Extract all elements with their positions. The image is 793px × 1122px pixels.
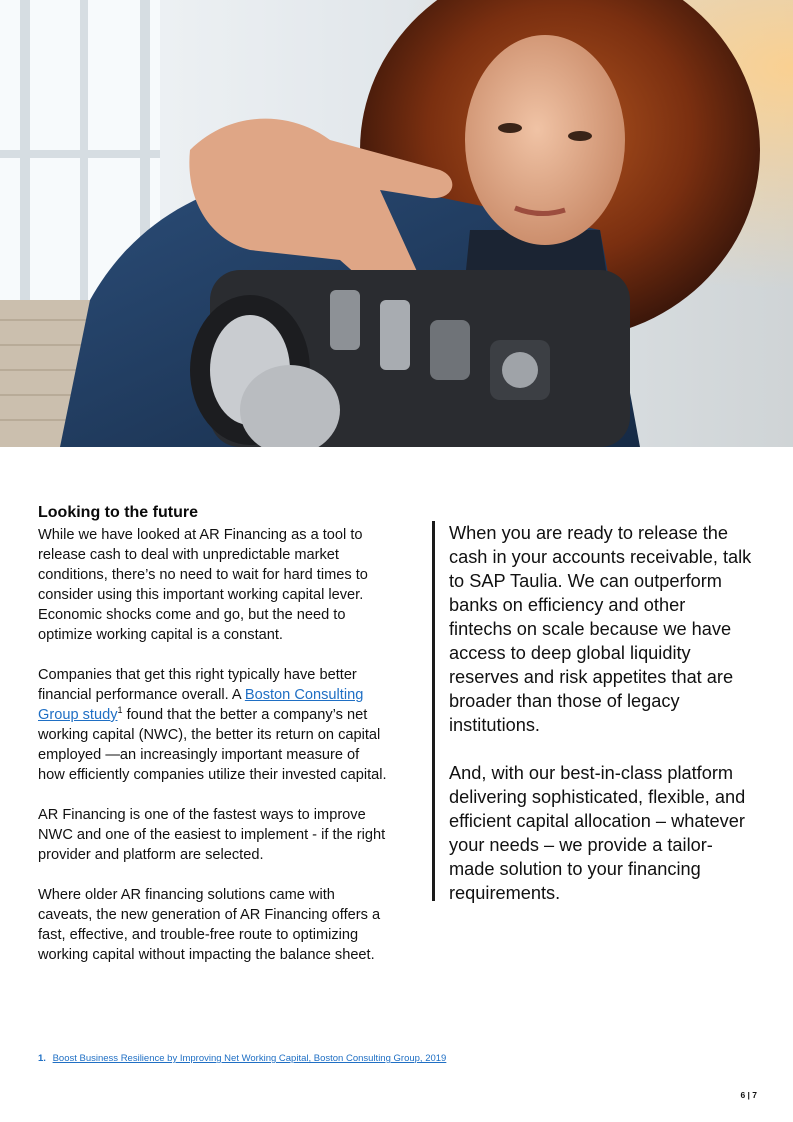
footnote	[38, 1053, 446, 1065]
paragraph-2-rest: found that the better a company’s net working capital (NWC), the better its return on capital employed —an increasingly important measure of how efficiently companies utilize their invested capital.	[38, 707, 387, 783]
photo-woman-adjusting-camera-lens	[0, 0, 793, 447]
paragraph-1: While we have looked at AR Financing as a tool to release cash to deal with unpredictable market conditions, there’s no need to wait for hard times to consider using this important working capital lever. Economic shocks come and go, but the need to optimize working capital is a constant.	[38, 527, 368, 643]
footnote-number: 1.	[38, 1053, 46, 1064]
section-heading: Looking to the future	[38, 504, 198, 521]
pull-quote-paragraph-1: When you are ready to release the cash in your accounts receivable, talk to SAP Taulia. We can outperform banks on efficiency and other fintechs on scale because we have access to deep global liquidity reserves and risk appetites that are broader than those of legacy institutions.	[449, 523, 752, 735]
page-number: 6 | 7	[740, 1090, 757, 1100]
footnote-source-link[interactable]: Boost Business Resilience by Improving Net Working Capital, Boston Consulting Group, 2019	[52, 1053, 447, 1064]
paragraph-4: Where older AR financing solutions came with caveats, the new generation of AR Financing offers a fast, effective, and trouble-free route to optimizing working capital without impacting the balance sheet.	[38, 887, 381, 963]
paragraph-2-intro: Companies that get this right typically have better financial performance overall. A	[38, 667, 357, 703]
pull-quote-paragraph-2: And, with our best-in-class platform delivering sophisticated, flexible, and efficient capital allocation – whatever your needs – we provide a tailor-made solution to your financing requirements.	[449, 763, 746, 903]
bcg-study-link[interactable]: Boston Consulting Group study	[38, 687, 364, 723]
pull-quote	[432, 521, 752, 901]
paragraph-3: AR Financing is one of the fastest ways to improve NWC and one of the easiest to implement - if the right provider and platform are selected.	[38, 807, 386, 863]
footnote-ref: 1	[117, 705, 123, 716]
paragraph-2	[38, 665, 388, 785]
article-body	[38, 503, 388, 985]
hero-photo	[0, 0, 793, 447]
